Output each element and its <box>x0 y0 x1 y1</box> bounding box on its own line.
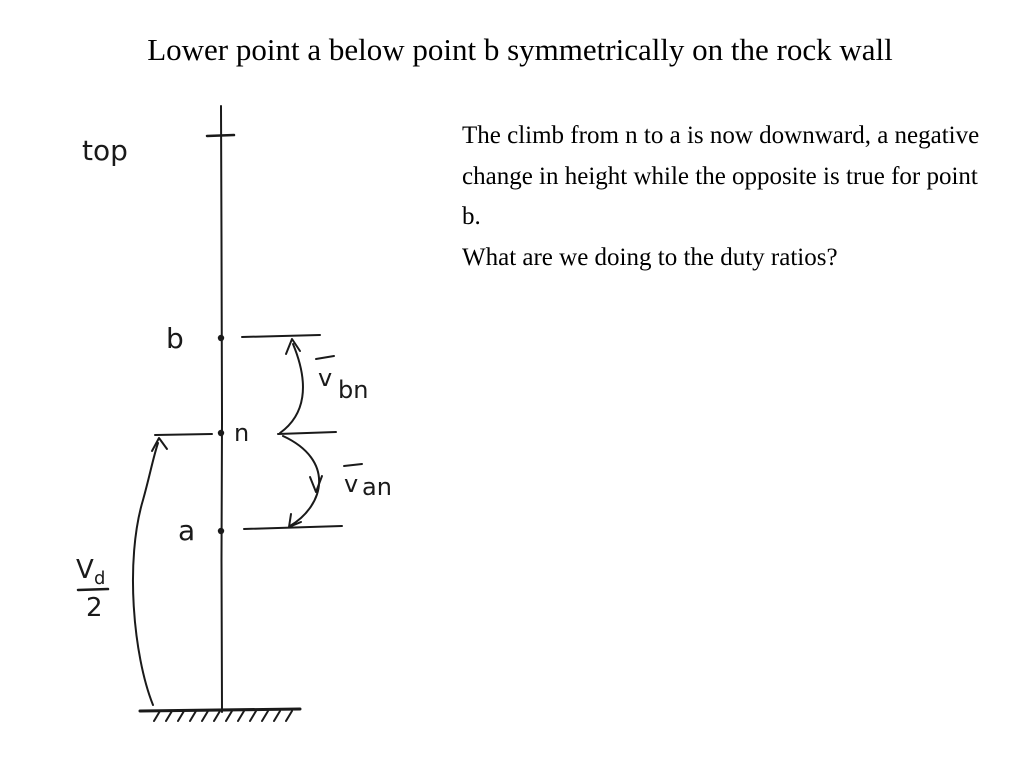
label-vbn-bar <box>316 356 334 359</box>
slide-title: Lower point a below point b symmetrically on the rock wall <box>147 32 893 67</box>
wall-line <box>221 106 222 712</box>
label-vd-subscript: d <box>94 568 106 589</box>
level-line-n-left <box>155 434 212 435</box>
label-vd-numerator: V <box>76 555 94 585</box>
label-van-sub: an <box>362 473 392 501</box>
body-paragraph-2: What are we doing to the duty ratios? <box>462 243 838 271</box>
level-line-b <box>242 335 320 337</box>
label-b: b <box>166 322 184 355</box>
arrow-van <box>283 436 319 526</box>
level-line-a <box>244 526 342 529</box>
arrow-vd-half-head <box>152 438 167 451</box>
level-line-n <box>278 432 336 434</box>
top-tick <box>207 135 234 136</box>
point-b <box>218 335 224 341</box>
label-van-v: v <box>344 470 359 498</box>
point-n <box>218 430 224 436</box>
body-paragraph-1: The climb from n to a is now downward, a negative change in height while the opposite is true for point b. <box>462 122 980 230</box>
label-vd-fraction-bar <box>78 589 108 590</box>
label-top: top <box>82 134 128 167</box>
point-a <box>218 528 224 534</box>
ground-hatching <box>154 711 292 721</box>
arrow-vd-half <box>133 443 158 705</box>
arrow-van-head <box>310 476 322 492</box>
label-n: n <box>234 419 250 447</box>
label-vd-denominator: 2 <box>86 593 103 623</box>
label-van-bar <box>344 464 362 466</box>
label-vbn-v: v <box>318 364 333 392</box>
label-a: a <box>178 514 196 547</box>
label-vbn-sub: bn <box>338 376 369 404</box>
arrow-vbn <box>280 344 303 433</box>
